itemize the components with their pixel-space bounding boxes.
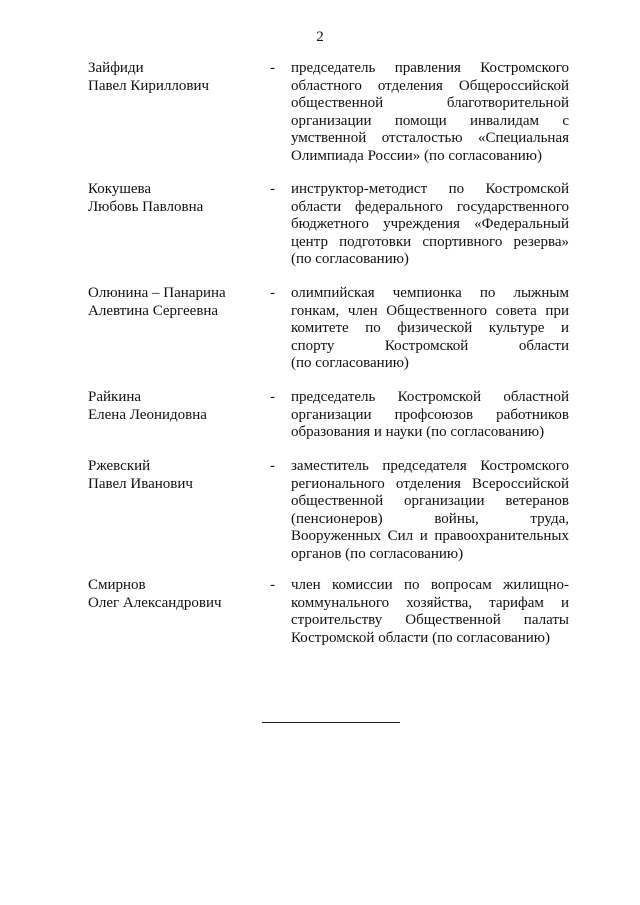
- member-given-names: Елена Леонидовна: [88, 406, 207, 423]
- member-surname: Ржевский: [88, 458, 151, 474]
- role-line: центр подготовки спортивного резерва»: [291, 233, 569, 250]
- entry-dash: -: [270, 458, 275, 474]
- role-line: (по согласованию): [291, 355, 409, 371]
- role-line: области федерального государственного: [291, 198, 569, 215]
- role-line: член комиссии по вопросам жилищно-: [291, 577, 569, 593]
- role-line: бюджетного учреждения «Федеральный: [291, 216, 569, 232]
- entry-dash: -: [270, 577, 275, 593]
- role-line: гонкам, член Общественного совета при: [291, 302, 569, 319]
- member-name: [88, 181, 263, 216]
- member-name: [88, 389, 263, 424]
- member-role: [291, 181, 569, 269]
- role-line: органов (по согласованию): [291, 545, 464, 562]
- role-line: (пенсионеров) войны, труда,: [291, 510, 569, 527]
- member-role: [291, 285, 569, 373]
- member-given-names: Алевтина Сергеевна: [88, 302, 219, 319]
- member-given-names: Павел Кириллович: [88, 77, 210, 94]
- entry-dash: -: [270, 60, 275, 76]
- entry-dash: -: [270, 389, 275, 405]
- member-role: [291, 389, 569, 442]
- role-line: регионального отделения Всероссийской: [291, 475, 569, 492]
- role-line: председатель правления Костромского: [291, 60, 569, 76]
- role-line: строительству Общественной палаты: [291, 612, 569, 628]
- member-name: [88, 577, 263, 612]
- member-role: [291, 458, 569, 563]
- role-line: умственной отсталостью «Специальная: [291, 130, 569, 146]
- member-surname: Кокушева: [88, 181, 152, 197]
- role-line: Костромской области (по согласованию): [291, 629, 551, 646]
- role-line: Олимпиада России» (по согласованию): [291, 147, 542, 164]
- entry-dash: -: [270, 285, 275, 301]
- member-role: [291, 577, 569, 647]
- page-number: 2: [316, 29, 324, 45]
- member-surname: Зайфиди: [88, 60, 144, 76]
- role-line: председатель Костромской областной: [291, 389, 569, 405]
- member-given-names: Любовь Павловна: [88, 198, 204, 215]
- member-given-names: Павел Иванович: [88, 475, 193, 492]
- role-line: общественной благотворительной: [291, 95, 569, 111]
- member-role: [291, 60, 569, 165]
- member-name: [88, 285, 263, 320]
- role-line: общественной организации ветеранов: [291, 493, 569, 509]
- member-given-names: Олег Александрович: [88, 594, 222, 611]
- member-name: [88, 60, 263, 95]
- role-line: Вооруженных Сил и правоохранительных: [291, 528, 569, 544]
- member-name: [88, 458, 263, 493]
- role-line: олимпийская чемпионка по лыжным: [291, 285, 569, 301]
- role-line: (по согласованию): [291, 251, 409, 267]
- role-line: областного отделения Общероссийской: [291, 77, 569, 94]
- role-line: организации помощи инвалидам с: [291, 112, 569, 129]
- role-line: спорту Костромской области: [291, 337, 569, 354]
- entry-dash: -: [270, 181, 275, 197]
- member-surname: Смирнов: [88, 577, 146, 593]
- role-line: инструктор-методист по Костромской: [291, 181, 569, 197]
- role-line: заместитель председателя Костромского: [291, 458, 569, 474]
- member-surname: Райкина: [88, 389, 142, 405]
- role-line: комитете по физической культуре и: [291, 320, 569, 336]
- end-of-list-rule: [262, 722, 400, 723]
- role-line: коммунального хозяйства, тарифам и: [291, 594, 569, 611]
- role-line: образования и науки (по согласованию): [291, 424, 545, 440]
- member-surname: Олюнина – Панарина: [88, 285, 226, 301]
- role-line: организации профсоюзов работников: [291, 406, 569, 423]
